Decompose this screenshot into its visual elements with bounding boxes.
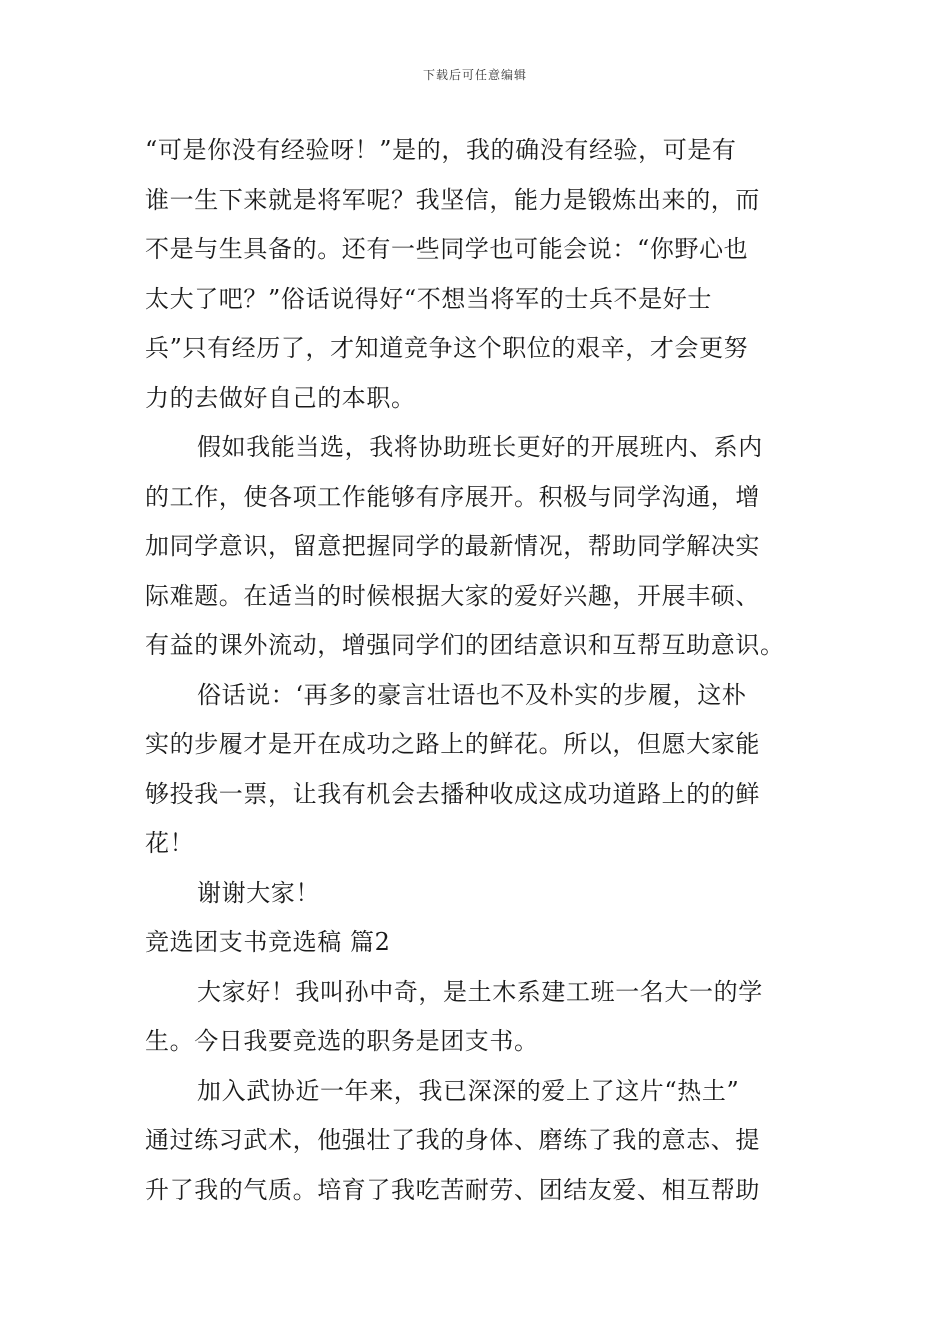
paragraph-first-line: 大家好！我叫孙中奇，是土木系建工班一名大一的学 xyxy=(197,977,763,1006)
text-line: 力的去做好自己的本职。 xyxy=(145,383,416,412)
text-line: 花！ xyxy=(145,829,195,857)
page-header-note: 下载后可任意编辑 xyxy=(422,68,527,82)
text-line: 兵”只有经历了，才知道竞争这个职位的艰辛，才会更努 xyxy=(145,334,749,362)
text-line: 够投我一票，让我有机会去播种收成这成功道路上的的鲜 xyxy=(145,779,760,808)
text-line: 加同学意识，留意把握同学的最新情况，帮助同学解决实 xyxy=(145,532,760,560)
text-line: 生。今日我要竞选的职务是团支书。 xyxy=(145,1027,539,1055)
document-body xyxy=(145,126,807,1215)
section-heading: 竞选团支书竞选稿 篇2 xyxy=(145,928,391,956)
text-line: “可是你没有经验呀！”是的，我的确没有经验，可是有 xyxy=(145,136,737,164)
text-line: 实的步履才是开在成功之路上的鲜花。所以，但愿大家能 xyxy=(145,730,760,758)
text-line: 际难题。在适当的时候根据大家的爱好兴趣，开展丰硕、 xyxy=(145,581,760,610)
text-line: 不是与生具备的。还有一些同学也可能会说：“你野心也 xyxy=(145,235,749,263)
text-line: 通过练习武术，他强壮了我的身体、磨练了我的意志、提 xyxy=(145,1126,760,1154)
text-line: 升了我的气质。培育了我吃苦耐劳、团结友爱、相互帮助 xyxy=(145,1175,760,1204)
text-line: 谁一生下来就是将军呢？我坚信，能力是锻炼出来的，而 xyxy=(145,185,760,214)
paragraph-first-line: 俗话说：‘再多的豪言壮语也不及朴实的步履，这朴 xyxy=(197,680,747,709)
paragraph-first-line: 谢谢大家！ xyxy=(197,878,320,907)
text-line: 有益的课外流动，增强同学们的团结意识和互帮互助意识。 xyxy=(145,631,785,659)
text-line: 太大了吧？”俗话说得好“不想当将军的士兵不是好士 xyxy=(145,284,712,313)
text-line: 的工作，使各项工作能够有序展开。积极与同学沟通，增 xyxy=(145,482,760,511)
paragraph-first-line: 加入武协近一年来，我已深深的爱上了这片“热土” xyxy=(197,1076,740,1105)
paragraph-first-line: 假如我能当选，我将协助班长更好的开展班内、系内 xyxy=(197,433,763,461)
